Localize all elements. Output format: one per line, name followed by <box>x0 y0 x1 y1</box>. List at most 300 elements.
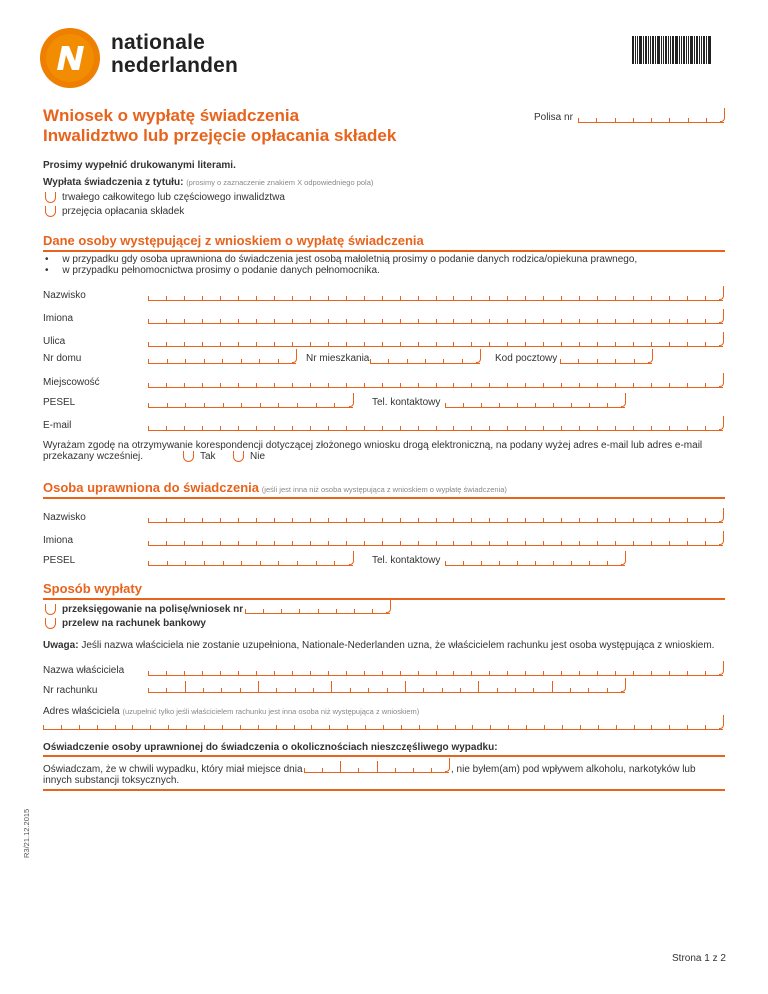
beneficiary-names-field[interactable] <box>148 532 723 546</box>
field-tick <box>651 541 652 545</box>
field-tick <box>167 403 168 407</box>
field-tick <box>310 671 311 675</box>
payout-transfer-radio[interactable] <box>45 618 56 629</box>
field-tick <box>517 403 518 407</box>
field-tick <box>507 296 508 300</box>
field-tick <box>425 359 426 363</box>
flat-no-label: Nr mieszkania <box>306 353 370 364</box>
field-tick <box>562 725 563 729</box>
field-tick <box>292 342 293 346</box>
field-tick <box>633 671 634 675</box>
field-tick <box>346 319 347 323</box>
field-tick <box>405 681 406 692</box>
field-tick <box>166 319 167 323</box>
brand-line2: nederlanden <box>111 54 239 77</box>
field-tick <box>687 518 688 522</box>
field-tick <box>418 319 419 323</box>
field-tick <box>166 383 167 387</box>
field-tick <box>607 561 608 565</box>
house-no-label: Nr domu <box>43 353 82 364</box>
field-tick <box>471 426 472 430</box>
reason-hint: (prosimy o zaznaczenie znakiem X odpowiedniego pola) <box>186 178 374 187</box>
field-tick <box>633 541 634 545</box>
phone-field[interactable] <box>445 394 625 408</box>
field-tick <box>687 541 688 545</box>
field-tick <box>241 403 242 407</box>
field-tick <box>166 518 167 522</box>
field-tick <box>418 671 419 675</box>
field-tick <box>274 342 275 346</box>
flat-no-field[interactable] <box>370 350 480 364</box>
field-tick <box>204 403 205 407</box>
field-tick <box>220 296 221 300</box>
field-tick <box>507 383 508 387</box>
consent-line1: Wyrażam zgodę na otrzymywanie korespondencji dotyczącej złożonego wniosku drogą elektroniczną, na podany wyżej adres e-mail lub adres e-mail <box>43 440 703 451</box>
field-tick <box>331 681 332 692</box>
page-title <box>43 106 396 146</box>
field-tick <box>240 725 241 729</box>
field-tick <box>633 118 634 122</box>
section2-heading: Osoba uprawniona do świadczenia <box>43 480 259 495</box>
field-tick <box>478 681 479 692</box>
field-tick <box>634 725 635 729</box>
field-tick <box>453 426 454 430</box>
field-tick <box>292 319 293 323</box>
email-label: E-mail <box>43 420 72 431</box>
field-tick <box>185 403 186 407</box>
field-tick <box>489 342 490 346</box>
field-tick <box>507 342 508 346</box>
field-tick <box>387 688 388 692</box>
field-tick <box>688 118 689 122</box>
field-tick <box>276 688 277 692</box>
surname-field[interactable] <box>148 287 723 301</box>
account-no-field[interactable] <box>148 679 625 693</box>
field-tick <box>166 296 167 300</box>
field-tick <box>436 296 437 300</box>
field-tick <box>561 383 562 387</box>
field-tick <box>418 342 419 346</box>
field-tick <box>596 118 597 122</box>
field-tick <box>561 296 562 300</box>
field-tick <box>260 561 261 565</box>
postal-field[interactable] <box>560 350 652 364</box>
field-tick <box>220 671 221 675</box>
field-tick <box>471 342 472 346</box>
field-tick <box>274 541 275 545</box>
payout-policy-number-field[interactable] <box>245 600 390 614</box>
field-tick <box>148 561 149 565</box>
reason-invalidity-label: trwałego całkowitego lub częściowego inwalidztwa <box>62 192 285 203</box>
field-tick <box>148 319 149 323</box>
field-tick <box>364 296 365 300</box>
field-tick <box>588 688 589 692</box>
field-tick <box>561 541 562 545</box>
field-tick <box>97 725 98 729</box>
nn-logo-icon <box>40 28 100 88</box>
field-tick <box>489 426 490 430</box>
field-tick <box>370 359 371 363</box>
field-tick <box>463 403 464 407</box>
field-tick <box>489 319 490 323</box>
field-tick <box>167 359 168 363</box>
field-tick <box>651 383 652 387</box>
beneficiary-pesel-label: PESEL <box>43 555 76 566</box>
field-tick <box>436 426 437 430</box>
field-tick <box>316 561 317 565</box>
field-tick <box>148 518 149 522</box>
reason-premium-radio[interactable] <box>45 206 56 217</box>
field-tick <box>148 383 149 387</box>
field-tick <box>436 518 437 522</box>
field-tick <box>418 426 419 430</box>
field-tick <box>463 561 464 565</box>
field-tick <box>256 319 257 323</box>
field-tick <box>570 688 571 692</box>
field-tick <box>687 319 688 323</box>
field-tick <box>499 561 500 565</box>
field-tick <box>274 383 275 387</box>
field-tick <box>571 561 572 565</box>
field-tick <box>453 296 454 300</box>
pesel-label: PESEL <box>43 397 76 408</box>
field-tick <box>579 541 580 545</box>
postal-label: Kod pocztowy <box>495 353 558 364</box>
payout-policy-radio[interactable] <box>45 604 56 615</box>
field-tick <box>489 541 490 545</box>
field-tick <box>705 541 706 545</box>
field-tick <box>607 688 608 692</box>
field-tick <box>543 426 544 430</box>
field-tick <box>687 426 688 430</box>
field-tick <box>238 319 239 323</box>
field-tick <box>543 319 544 323</box>
field-tick <box>388 359 389 363</box>
field-tick <box>221 688 222 692</box>
field-tick <box>310 518 311 522</box>
brand-line1: nationale <box>111 31 205 54</box>
field-tick <box>328 342 329 346</box>
field-tick <box>472 725 473 729</box>
form-code: R3/21.12.2015 <box>22 808 31 858</box>
field-tick <box>615 118 616 122</box>
field-tick <box>535 561 536 565</box>
field-tick <box>202 319 203 323</box>
field-tick <box>256 426 257 430</box>
section4-heading: Oświadczenie osoby uprawnionej do świadczenia o okolicznościach nieszczęśliwego wypadku: <box>43 742 498 753</box>
field-tick <box>166 342 167 346</box>
field-tick <box>316 403 317 407</box>
field-tick <box>329 725 330 729</box>
field-tick <box>346 296 347 300</box>
field-tick <box>597 671 598 675</box>
field-tick <box>364 671 365 675</box>
field-tick <box>220 342 221 346</box>
title-line2: Inwalidztwo lub przejęcie opłacania składek <box>43 126 397 145</box>
field-tick <box>148 688 149 692</box>
consent-line2: przekazany wcześniej. <box>43 451 144 462</box>
field-tick <box>669 541 670 545</box>
field-tick <box>310 383 311 387</box>
field-tick <box>669 426 670 430</box>
city-field[interactable] <box>148 374 723 388</box>
field-tick <box>705 671 706 675</box>
field-tick <box>238 518 239 522</box>
account-no-label: Nr rachunku <box>43 685 98 696</box>
field-tick <box>346 426 347 430</box>
field-tick <box>419 725 420 729</box>
field-tick <box>383 725 384 729</box>
field-tick <box>533 688 534 692</box>
field-tick <box>589 403 590 407</box>
field-tick <box>705 296 706 300</box>
field-tick <box>651 426 652 430</box>
field-tick <box>669 118 670 122</box>
field-tick <box>508 725 509 729</box>
field-tick <box>445 403 446 407</box>
field-tick <box>633 426 634 430</box>
field-tick <box>471 541 472 545</box>
field-tick <box>687 383 688 387</box>
field-tick <box>561 319 562 323</box>
field-tick <box>256 541 257 545</box>
field-tick <box>132 725 133 729</box>
field-tick <box>328 383 329 387</box>
field-tick <box>607 403 608 407</box>
field-tick <box>256 518 257 522</box>
field-tick <box>184 383 185 387</box>
field-tick <box>372 609 373 613</box>
section2-hint: (jeśli jest inna niż osoba występująca z wnioskiem o wypłatę świadczenia) <box>261 485 507 494</box>
field-tick <box>185 681 186 692</box>
field-tick <box>220 319 221 323</box>
field-tick <box>259 359 260 363</box>
field-tick <box>471 383 472 387</box>
field-tick <box>220 383 221 387</box>
field-tick <box>292 541 293 545</box>
field-tick <box>364 518 365 522</box>
house-no-field[interactable] <box>148 350 296 364</box>
field-tick <box>220 426 221 430</box>
field-tick <box>407 359 408 363</box>
field-tick <box>535 403 536 407</box>
field-tick <box>669 342 670 346</box>
field-tick <box>460 688 461 692</box>
field-tick <box>453 342 454 346</box>
field-tick <box>579 426 580 430</box>
consent-yes-radio[interactable] <box>183 451 194 462</box>
field-tick <box>292 671 293 675</box>
field-tick <box>400 671 401 675</box>
street-field[interactable] <box>148 333 723 347</box>
field-tick <box>148 342 149 346</box>
field-tick <box>413 768 414 772</box>
field-tick <box>633 518 634 522</box>
field-tick <box>358 768 359 772</box>
field-tick <box>184 426 185 430</box>
street-label: Ulica <box>43 336 66 347</box>
field-tick <box>204 359 205 363</box>
field-tick <box>311 725 312 729</box>
field-tick <box>615 541 616 545</box>
policy-number-field[interactable] <box>578 109 724 123</box>
brand-name <box>111 31 238 77</box>
field-tick <box>295 688 296 692</box>
field-tick <box>340 761 341 772</box>
consent-yes-label: Tak <box>200 451 216 462</box>
field-tick <box>526 725 527 729</box>
policy-label: Polisa nr <box>534 112 573 123</box>
field-tick <box>597 342 598 346</box>
field-tick <box>400 383 401 387</box>
owner-note-bold: Uwaga: <box>43 640 79 651</box>
field-tick <box>346 518 347 522</box>
field-tick <box>616 725 617 729</box>
field-tick <box>615 296 616 300</box>
field-tick <box>507 541 508 545</box>
reason-line <box>43 177 373 188</box>
section3-heading: Sposób wypłaty <box>43 581 142 596</box>
field-tick <box>292 518 293 522</box>
field-tick <box>400 518 401 522</box>
field-tick <box>669 725 670 729</box>
field-tick <box>43 725 44 729</box>
beneficiary-names-label: Imiona <box>43 535 74 546</box>
field-tick <box>328 426 329 430</box>
field-tick <box>525 342 526 346</box>
field-tick <box>706 118 707 122</box>
field-tick <box>294 725 295 729</box>
field-tick <box>297 403 298 407</box>
field-tick <box>382 342 383 346</box>
field-tick <box>418 541 419 545</box>
owner-address-field[interactable] <box>43 716 723 730</box>
caps-note: Prosimy wypełnić drukowanymi literami. <box>43 160 236 171</box>
field-tick <box>223 561 224 565</box>
field-tick <box>571 403 572 407</box>
field-tick <box>238 671 239 675</box>
section1-heading: Dane osoby występującej z wnioskiem o wypłatę świadczenia <box>43 233 424 248</box>
beneficiary-surname-field[interactable] <box>148 509 723 523</box>
field-tick <box>489 671 490 675</box>
owner-name-field[interactable] <box>148 662 723 676</box>
field-tick <box>276 725 277 729</box>
field-tick <box>418 518 419 522</box>
field-tick <box>382 319 383 323</box>
field-tick <box>651 342 652 346</box>
field-tick <box>615 359 616 363</box>
reason-invalidity-radio[interactable] <box>45 192 56 203</box>
field-tick <box>115 725 116 729</box>
beneficiary-pesel-field[interactable] <box>148 552 353 566</box>
statement-text2: , nie byłem(am) pod wpływem alkoholu, narkotyków lub <box>451 764 696 775</box>
field-tick <box>669 319 670 323</box>
field-tick <box>687 725 688 729</box>
field-tick <box>274 319 275 323</box>
field-tick <box>481 561 482 565</box>
field-tick <box>256 342 257 346</box>
field-tick <box>543 296 544 300</box>
field-tick <box>382 671 383 675</box>
field-tick <box>705 319 706 323</box>
field-tick <box>615 426 616 430</box>
accident-date-field[interactable] <box>304 759 449 773</box>
field-tick <box>278 359 279 363</box>
field-tick <box>517 561 518 565</box>
field-tick <box>544 725 545 729</box>
field-tick <box>328 671 329 675</box>
field-tick <box>598 725 599 729</box>
field-tick <box>580 725 581 729</box>
field-tick <box>436 319 437 323</box>
field-tick <box>318 609 319 613</box>
field-tick <box>705 342 706 346</box>
field-tick <box>453 383 454 387</box>
section2-heading-row <box>43 480 507 495</box>
beneficiary-phone-field[interactable] <box>445 552 625 566</box>
field-tick <box>597 541 598 545</box>
field-tick <box>423 688 424 692</box>
field-tick <box>238 426 239 430</box>
field-tick <box>400 541 401 545</box>
field-tick <box>220 541 221 545</box>
field-tick <box>705 426 706 430</box>
field-tick <box>525 383 526 387</box>
field-tick <box>400 426 401 430</box>
field-tick <box>241 561 242 565</box>
field-tick <box>238 383 239 387</box>
field-tick <box>481 403 482 407</box>
field-tick <box>274 426 275 430</box>
email-field[interactable] <box>148 417 723 431</box>
field-tick <box>240 688 241 692</box>
field-tick <box>245 609 246 613</box>
field-tick <box>292 383 293 387</box>
field-tick <box>241 359 242 363</box>
consent-no-radio[interactable] <box>233 451 244 462</box>
field-tick <box>328 541 329 545</box>
field-tick <box>651 319 652 323</box>
section1-rule <box>43 250 725 252</box>
field-tick <box>687 296 688 300</box>
field-tick <box>579 671 580 675</box>
field-tick <box>238 541 239 545</box>
field-tick <box>382 518 383 522</box>
field-tick <box>543 671 544 675</box>
names-field[interactable] <box>148 310 723 324</box>
field-tick <box>184 541 185 545</box>
field-tick <box>166 426 167 430</box>
field-tick <box>368 688 369 692</box>
owner-name-label: Nazwa właściciela <box>43 665 125 676</box>
field-tick <box>274 296 275 300</box>
field-tick <box>166 671 167 675</box>
field-tick <box>651 671 652 675</box>
consent-no-label: Nie <box>250 451 266 462</box>
field-tick <box>579 319 580 323</box>
field-tick <box>322 768 323 772</box>
field-tick <box>436 383 437 387</box>
pesel-field[interactable] <box>148 394 353 408</box>
field-tick <box>299 609 300 613</box>
field-tick <box>669 518 670 522</box>
field-tick <box>561 426 562 430</box>
field-tick <box>222 359 223 363</box>
field-tick <box>354 609 355 613</box>
field-tick <box>615 319 616 323</box>
section4-rule <box>43 755 725 757</box>
field-tick <box>202 518 203 522</box>
